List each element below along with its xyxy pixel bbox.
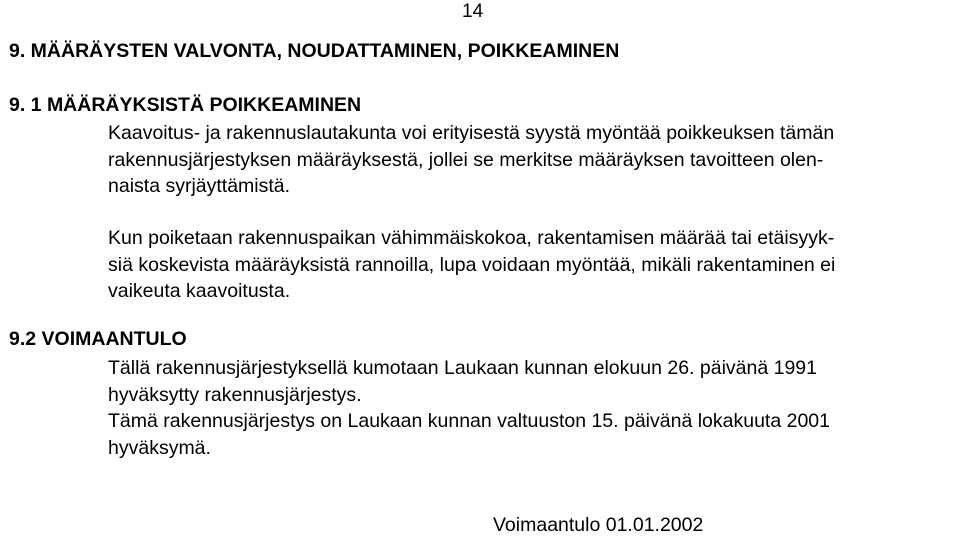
paragraph-line: Kun poiketaan rakennuspaikan vähimmäiskokoa, rakentamisen määrää tai etäisyyk- [108,227,835,249]
paragraph-line: Tämä rakennusjärjestys on Laukaan kunnan valtuuston 15. päivänä lokakuuta 2001 [108,410,830,432]
paragraph-line: hyväksymä. [108,436,211,459]
section-heading-poikkeaminen: 9. 1 MÄÄRÄYKSISTÄ POIKKEAMINEN [9,94,362,116]
paragraph-hyvaksytty [108,408,830,461]
paragraph-line: hyväksytty rakennusjärjestys. [108,383,362,406]
paragraph-line: Tällä rakennusjärjestyksellä kumotaan Laukaan kunnan elokuun 26. päivänä 1991 [108,357,817,379]
paragraph-line: siä koskevista määräyksistä rannoilla, lupa voidaan myöntää, mikäli rakentaminen ei [108,253,836,276]
paragraph-poikkeus [108,120,834,200]
paragraph-kumotaan [108,355,817,408]
section-heading-voimaantulo: 9.2 VOIMAANTULO [9,328,187,350]
effective-date: Voimaantulo 01.01.2002 [493,514,704,536]
page-number: 14 [462,1,484,22]
paragraph-line: vaikeuta kaavoitusta. [108,280,291,303]
paragraph-line: rakennusjärjestyksen määräyksestä, jollei se merkitse määräyksen tavoitteen olen- [108,148,824,171]
chapter-heading: 9. MÄÄRÄYSTEN VALVONTA, NOUDATTAMINEN, POIKKEAMINEN [9,40,620,62]
paragraph-rannat [108,225,835,305]
paragraph-line: Kaavoitus- ja rakennuslautakunta voi erityisestä syystä myöntää poikkeuksen tämän [108,122,835,144]
paragraph-line: naista syrjäyttämistä. [108,175,291,198]
